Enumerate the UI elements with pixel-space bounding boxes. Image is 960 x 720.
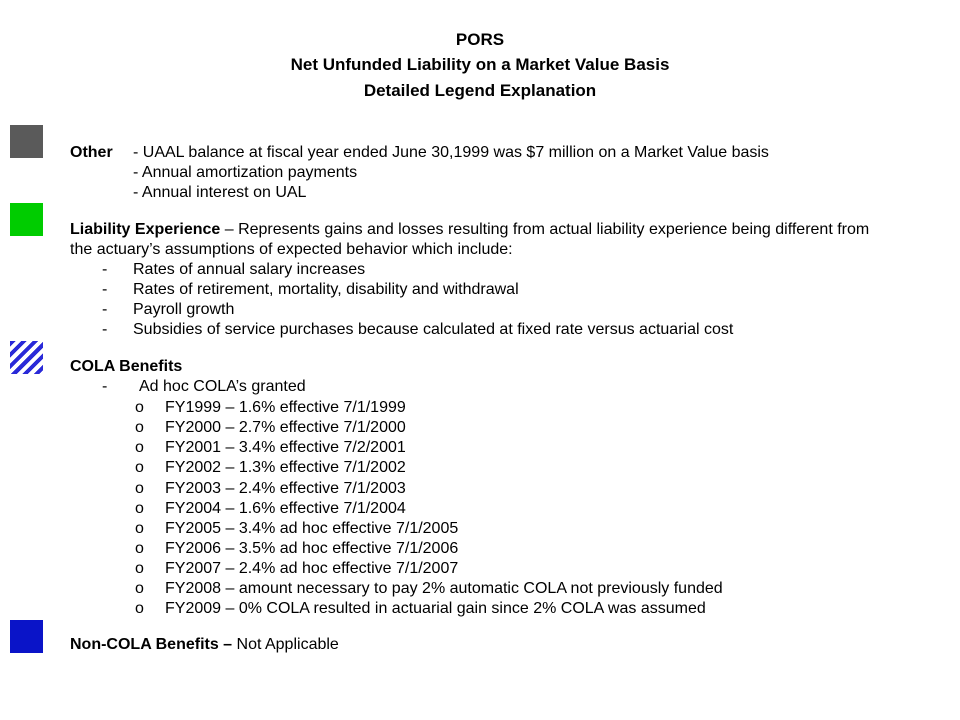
liability-item-3: Payroll growth	[133, 301, 235, 318]
list-marker: o	[135, 540, 144, 557]
other-swatch	[10, 125, 43, 158]
liability-item-1: Rates of annual salary increases	[133, 261, 366, 278]
page-title: PORS	[455, 30, 505, 49]
list-marker: o	[135, 419, 144, 436]
non-cola-benefits-line	[70, 635, 339, 655]
liability-experience-label: Liability Experience	[70, 221, 221, 238]
cola-item: FY2003 – 2.4% effective 7/1/2003	[165, 480, 406, 497]
liability-item-4: Subsidies of service purchases because calculated at fixed rate versus actuarial cost	[133, 321, 734, 338]
liability-experience-text-1: – Represents gains and losses resulting from actual liability experience being different from	[220, 221, 870, 238]
other-item-1: - UAAL balance at fiscal year ended June 30,1999 was $7 million on a Market Value basis	[133, 144, 769, 161]
list-marker: o	[135, 600, 144, 617]
list-marker: o	[135, 580, 144, 597]
cola-item: FY2005 – 3.4% ad hoc effective 7/1/2005	[165, 520, 459, 537]
list-bullet: -	[102, 378, 108, 395]
other-item-3: - Annual interest on UAL	[133, 184, 307, 201]
cola-item: FY2001 – 3.4% effective 7/2/2001	[165, 439, 406, 456]
page-subtitle-2: Detailed Legend Explanation	[363, 81, 597, 100]
cola-item: FY2007 – 2.4% ad hoc effective 7/1/2007	[165, 560, 459, 577]
list-bullet: -	[102, 301, 108, 318]
cola-item: FY2006 – 3.5% ad hoc effective 7/1/2006	[165, 540, 459, 557]
cola-item: FY2009 – 0% COLA resulted in actuarial gain since 2% COLA was assumed	[165, 600, 706, 617]
cola-item: FY2002 – 1.3% effective 7/1/2002	[165, 459, 406, 476]
list-marker: o	[135, 500, 144, 517]
cola-benefits-label: COLA Benefits	[70, 358, 183, 375]
list-bullet: -	[102, 321, 108, 338]
liability-item-2: Rates of retirement, mortality, disability and withdrawal	[133, 281, 519, 298]
list-bullet: -	[102, 261, 108, 278]
list-marker: o	[135, 520, 144, 537]
list-marker: o	[135, 560, 144, 577]
list-marker: o	[135, 459, 144, 476]
cola-benefits-swatch	[10, 341, 43, 374]
cola-sub-label: Ad hoc COLA’s granted	[139, 378, 306, 395]
list-marker: o	[135, 480, 144, 497]
page-subtitle: Net Unfunded Liability on a Market Value Basis	[290, 55, 670, 74]
non-cola-benefits-swatch	[10, 620, 43, 653]
non-cola-benefits-text: Not Applicable	[232, 636, 339, 653]
other-label: Other	[70, 144, 113, 161]
list-marker: o	[135, 399, 144, 416]
liability-experience-swatch	[10, 203, 43, 236]
cola-item: FY2008 – amount necessary to pay 2% automatic COLA not previously funded	[165, 580, 723, 597]
non-cola-benefits-label: Non-COLA Benefits –	[70, 636, 233, 653]
liability-experience-text-2: the actuary’s assumptions of expected behavior which include:	[70, 241, 513, 258]
cola-item: FY2000 – 2.7% effective 7/1/2000	[165, 419, 406, 436]
liability-experience-line-1	[70, 220, 869, 240]
other-item-2: - Annual amortization payments	[133, 164, 358, 181]
list-marker: o	[135, 439, 144, 456]
cola-item: FY2004 – 1.6% effective 7/1/2004	[165, 500, 406, 517]
cola-item: FY1999 – 1.6% effective 7/1/1999	[165, 399, 406, 416]
list-bullet: -	[102, 281, 108, 298]
